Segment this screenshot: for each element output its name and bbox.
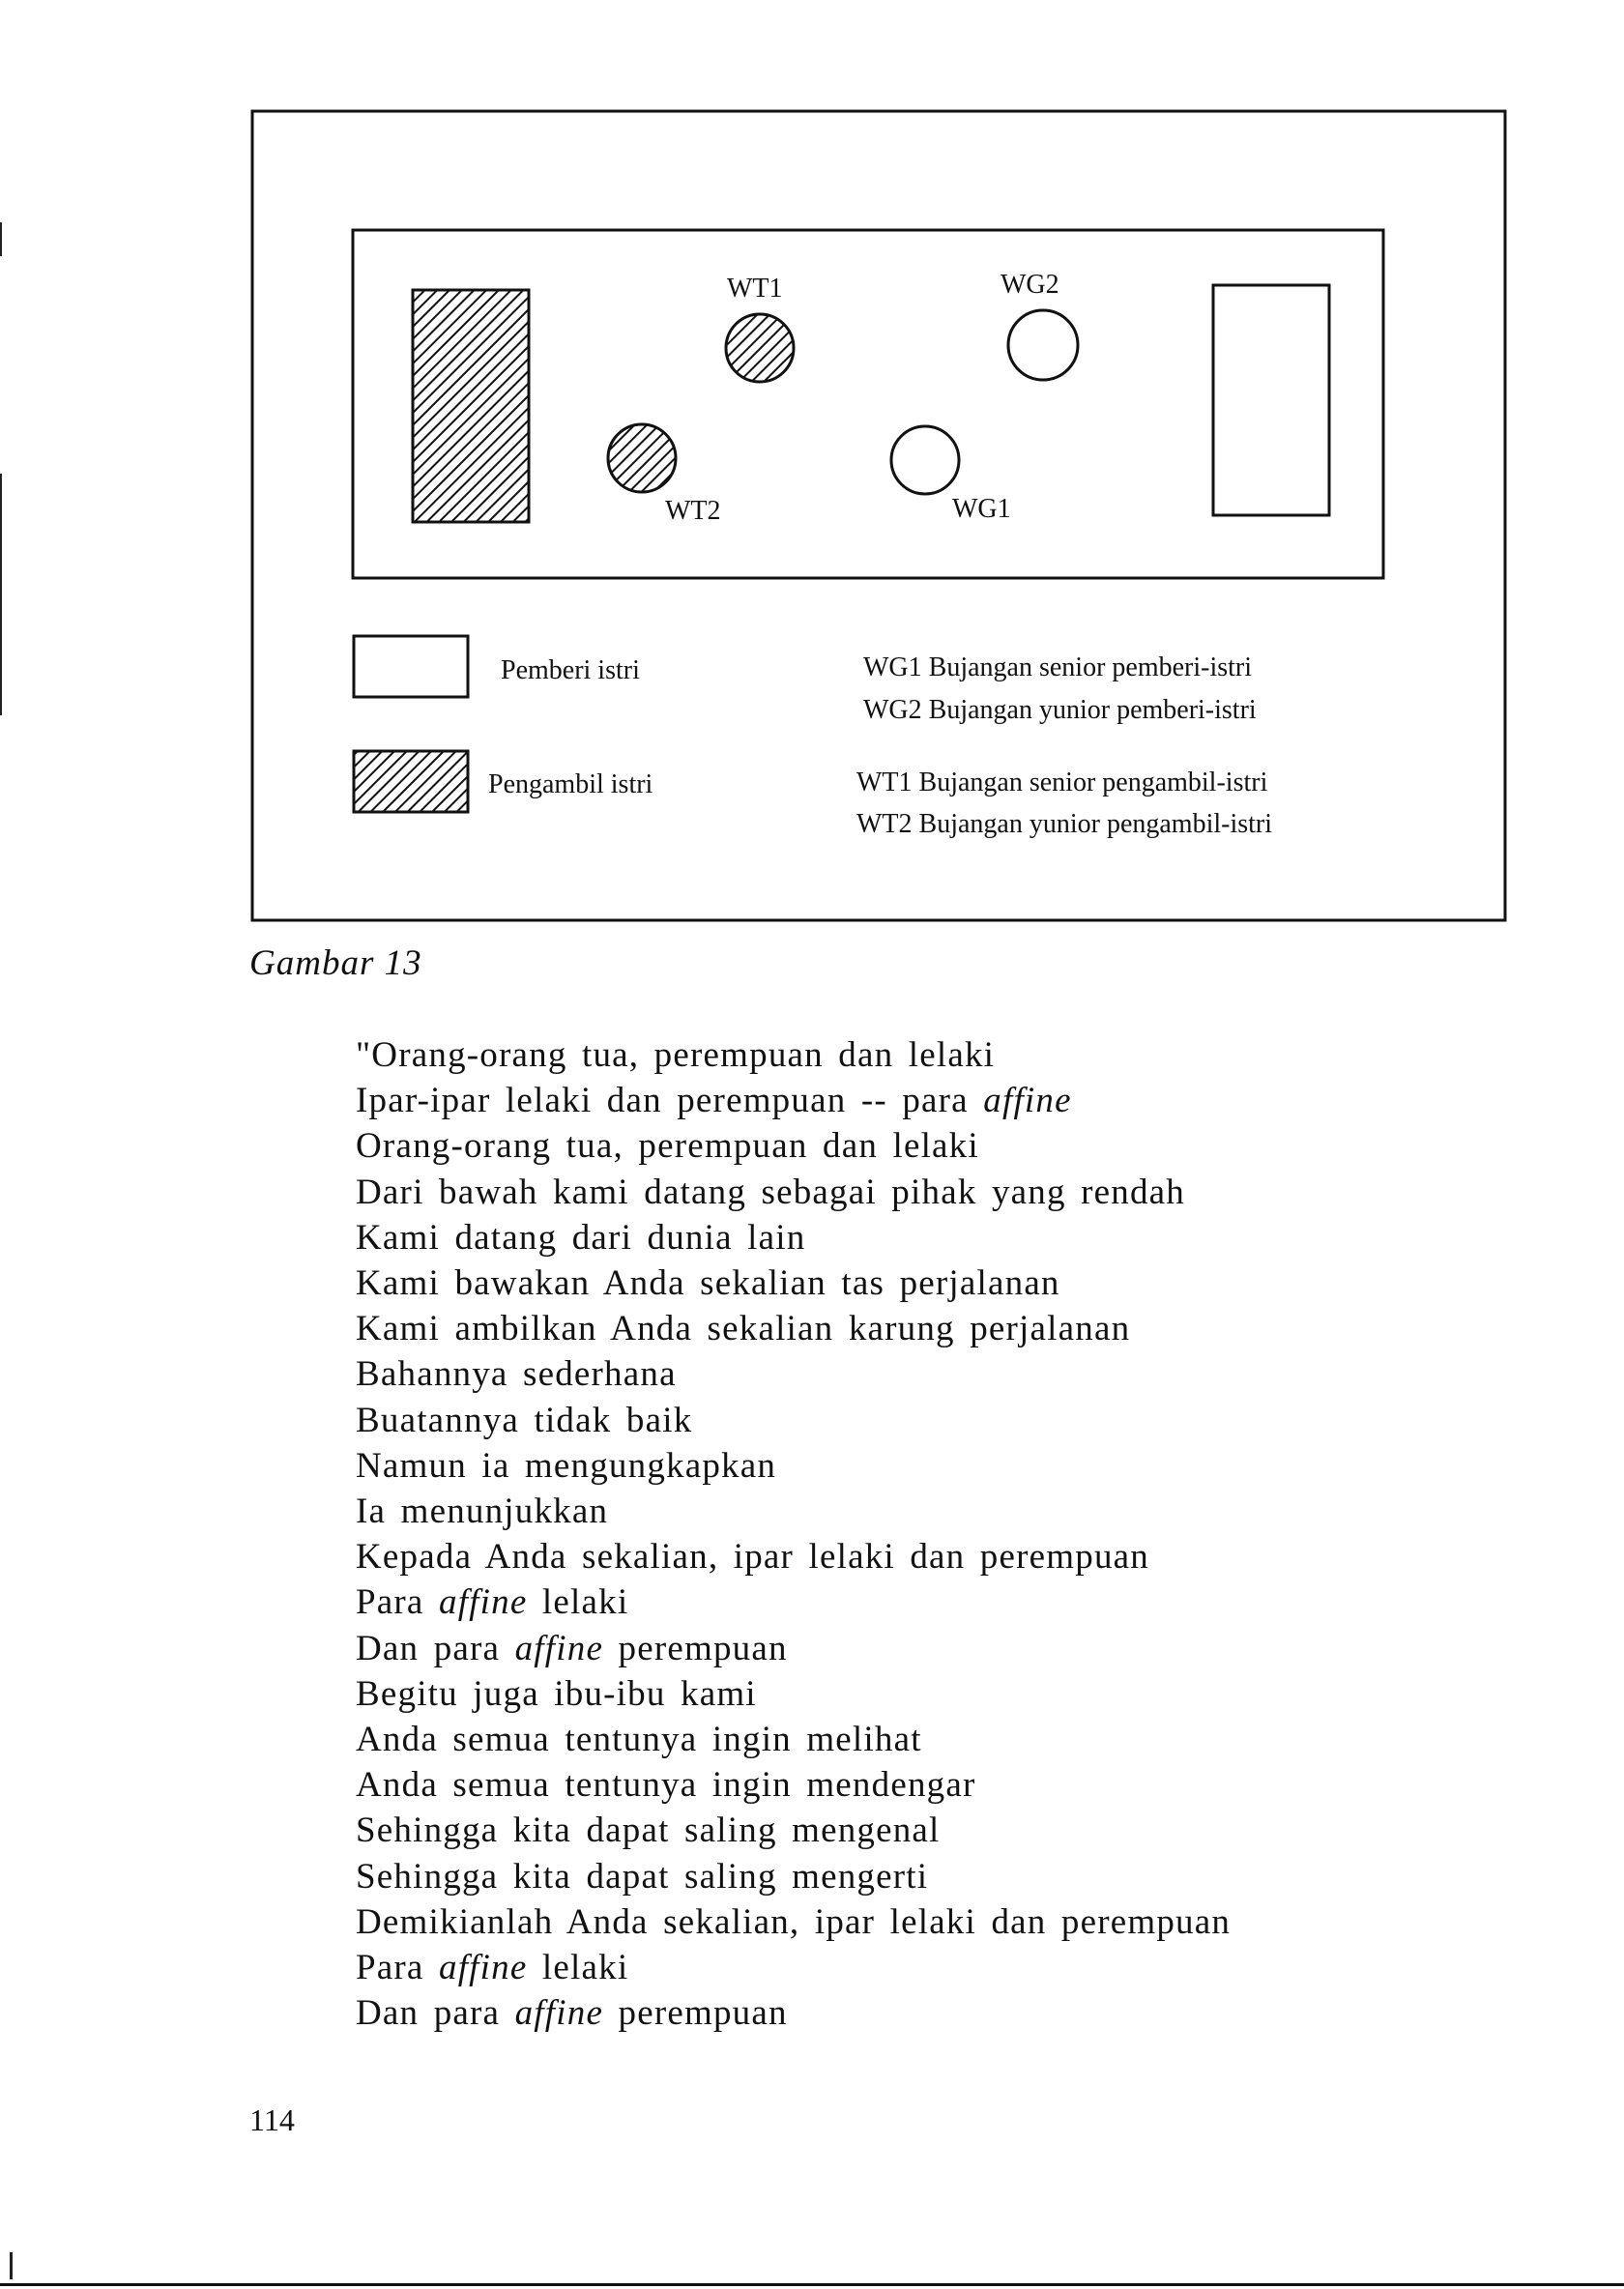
figure-caption: Gambar 13 <box>249 943 422 983</box>
poem-line <box>356 1123 1231 1169</box>
poem-line-text: perempuan <box>603 1993 788 2034</box>
poem-line <box>356 1717 1231 1762</box>
poem-line-text: Kami datang dari dunia lain <box>356 1217 806 1258</box>
kinship-seating-figure <box>0 0 1624 967</box>
poem-line <box>356 1899 1231 1945</box>
margin-mark-top <box>0 222 2 256</box>
poem-line <box>356 1398 1231 1443</box>
wg1-label: WG1 <box>952 494 1011 524</box>
bottom-rule <box>0 2283 1624 2286</box>
wt1-label: WT1 <box>727 274 783 304</box>
poem-line-text: Dan para <box>356 1993 515 2034</box>
wt1-circle <box>726 314 794 382</box>
poem-line <box>356 1808 1231 1853</box>
wg2-label: WG2 <box>1000 270 1059 300</box>
poem-line-text: Sehingga kita dapat saling mengerti <box>356 1856 929 1897</box>
legend-pengambil-swatch <box>354 751 468 812</box>
poem-line-text: Para <box>356 1582 439 1623</box>
poem-line-text: Anda semua tentunya ingin mendengar <box>356 1765 976 1806</box>
poem-line-text: Dan para <box>356 1628 515 1668</box>
poem-line-text: Kami ambilkan Anda sekalian karung perjalanan <box>356 1309 1131 1349</box>
margin-mark-bottom <box>10 2252 13 2279</box>
poem-line <box>356 1260 1231 1306</box>
wg2-circle <box>1008 310 1078 380</box>
poem-line <box>356 1671 1231 1717</box>
poem-line <box>356 1990 1231 2036</box>
poem-line-text: Anda semua tentunya ingin melihat <box>356 1720 922 1760</box>
poem-line-text: Demikianlah Anda sekalian, ipar lelaki dan perempuan <box>356 1901 1232 1942</box>
legend-pemberi-swatch <box>354 636 468 697</box>
page-number: 114 <box>249 2102 295 2137</box>
wt2-circle <box>608 424 676 492</box>
poem-line <box>356 1534 1231 1579</box>
poem-line-text: perempuan <box>603 1628 788 1668</box>
poem-line-text: Sehingga kita dapat saling mengenal <box>356 1811 941 1851</box>
poem-line-text: Bahannya sederhana <box>356 1354 677 1395</box>
poem-line-text: Namun ia mengungkapkan <box>356 1445 777 1486</box>
poem-line-text: Ipar-ipar lelaki dan perempuan -- para <box>356 1081 984 1121</box>
poem-line <box>356 1854 1231 1899</box>
poem-line <box>356 1762 1231 1808</box>
poem-line <box>356 1579 1231 1625</box>
poem <box>356 1032 1231 2036</box>
margin-mark-middle <box>0 474 2 715</box>
poem-line <box>356 1626 1231 1671</box>
poem-line <box>356 1351 1231 1397</box>
legend-pengambil-label: Pengambil istri <box>488 769 653 799</box>
legend-wg1-text: WG1 Bujangan senior pemberi-istri <box>863 652 1253 682</box>
poem-line-italic: affine <box>983 1081 1072 1121</box>
wg1-circle <box>891 426 959 494</box>
poem-line-text: Buatannya tidak baik <box>356 1400 693 1440</box>
wt2-label: WT2 <box>665 496 721 526</box>
poem-line-text: Kepada Anda sekalian, ipar lelaki dan perempuan <box>356 1537 1149 1578</box>
poem-line-italic: affine <box>439 1948 528 1988</box>
poem-line-text: "Orang-orang tua, perempuan dan lelaki <box>356 1035 996 1075</box>
poem-line <box>356 1489 1231 1534</box>
poem-line <box>356 1443 1231 1489</box>
poem-line <box>356 1306 1231 1351</box>
poem-line <box>356 1170 1231 1215</box>
legend-wt2-text: WT2 Bujangan yunior pengambil-istri <box>856 809 1273 839</box>
poem-line-text: lelaki <box>527 1948 629 1988</box>
poem-line-italic: affine <box>514 1993 604 2034</box>
poem-line <box>356 1078 1231 1123</box>
poem-line <box>356 1945 1231 1990</box>
poem-line-text: Kami bawakan Anda sekalian tas perjalanan <box>356 1263 1060 1304</box>
poem-line-text: Dari bawah kami datang sebagai pihak yang rendah <box>356 1172 1186 1212</box>
poem-line <box>356 1215 1231 1260</box>
poem-line-text: Para <box>356 1948 439 1988</box>
legend-pemberi-label: Pemberi istri <box>501 655 640 685</box>
poem-line-text: Orang-orang tua, perempuan dan lelaki <box>356 1126 979 1167</box>
legend-wg2-text: WG2 Bujangan yunior pemberi-istri <box>863 695 1257 725</box>
wife-taker-block <box>413 290 529 522</box>
poem-line <box>356 1032 1231 1078</box>
poem-line-text: Begitu juga ibu-ibu kami <box>356 1673 757 1714</box>
wife-giver-block <box>1213 285 1329 515</box>
poem-line-text: lelaki <box>527 1582 629 1623</box>
poem-line-italic: affine <box>514 1628 604 1668</box>
poem-line-text: Ia menunjukkan <box>356 1492 609 1532</box>
poem-line-italic: affine <box>439 1582 528 1623</box>
legend-wt1-text: WT1 Bujangan senior pengambil-istri <box>856 768 1268 797</box>
